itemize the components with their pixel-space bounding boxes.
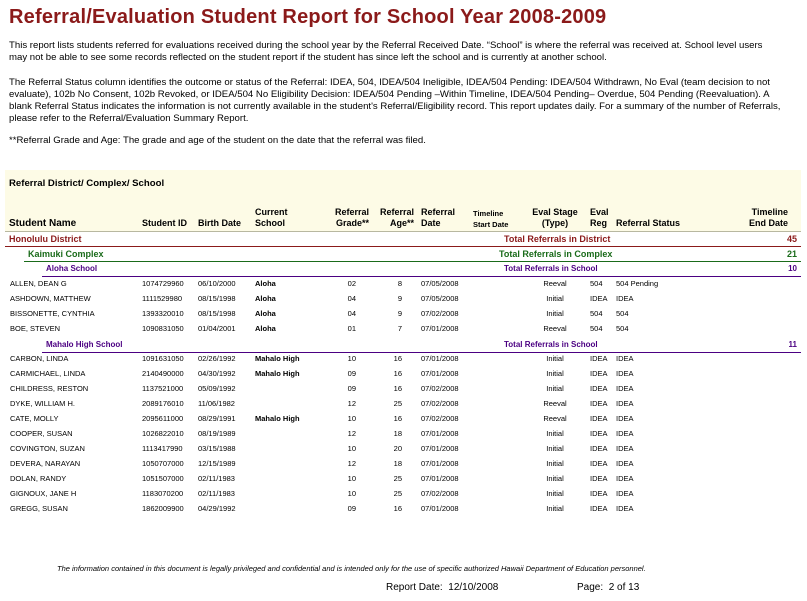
col-eval-stage: Eval Stage (Type) <box>532 207 578 228</box>
referral-age: 9 <box>397 309 402 318</box>
referral-status: IDEA <box>616 444 634 453</box>
referral-status: IDEA <box>616 384 634 393</box>
referral-age: 25 <box>393 399 402 408</box>
referral-age: 16 <box>393 504 402 513</box>
referral-grade: 04 <box>347 294 356 303</box>
referral-date: 07/02/2008 <box>421 489 459 498</box>
status-paragraph: The Referral Status column identifies the outcome or status of the Referral: IDEA, 504, IDEA/504 Ineligible, IDEA/504 Pending: IDEA/504 Withdrawn, No Eval (team decision to not evaluate), 102b No Consent, 102b Revoked, or IDEA/504 No Eligibility Decision: IDEA/504 Pending –Within Timeline, IDEA/504 Pending– Overdue, 504 Pending (Reevaluation). A blank Referral Status indicates the information is not currently available in the student's Referral/Eligibility record. This report updates daily. For a summary of the number of Referrals, please refer to the Referral/Evaluation Summary Report. <box>9 77 781 124</box>
district-name: Honolulu District <box>9 234 82 244</box>
referral-grade: 12 <box>347 459 356 468</box>
referral-age: 16 <box>393 384 402 393</box>
referral-date: 07/02/2008 <box>421 414 459 423</box>
eval-reg: IDEA <box>590 354 608 363</box>
student-id: 2089176010 <box>142 399 184 408</box>
referral-status: 504 <box>616 324 629 333</box>
col-referral-age: Referral Age** <box>379 207 414 228</box>
referral-status: IDEA <box>616 399 634 408</box>
eval-stage: Initial <box>546 459 564 468</box>
col-birth-date: Birth Date <box>198 218 242 228</box>
student-name: COVINGTON, SUZAN <box>10 444 85 453</box>
eval-reg: IDEA <box>590 459 608 468</box>
eval-reg: IDEA <box>590 384 608 393</box>
student-id: 1113417990 <box>142 444 183 453</box>
table-row <box>0 397 807 411</box>
referral-age: 18 <box>393 429 402 438</box>
referral-age: 25 <box>393 489 402 498</box>
student-name: CATE, MOLLY <box>10 414 59 423</box>
student-id: 1862009900 <box>142 504 184 513</box>
birth-date: 08/15/1998 <box>198 309 236 318</box>
eval-reg: IDEA <box>590 504 608 513</box>
referral-age: 7 <box>397 324 402 333</box>
student-name: ASHDOWN, MATTHEW <box>10 294 91 303</box>
student-name: ALLEN, DEAN G <box>10 279 67 288</box>
referral-status: IDEA <box>616 369 634 378</box>
student-id: 2095611000 <box>142 414 184 423</box>
referral-status: IDEA <box>616 294 634 303</box>
birth-date: 08/15/1998 <box>198 294 236 303</box>
eval-stage: Initial <box>546 504 564 513</box>
school-name: Mahalo High School <box>46 340 123 349</box>
birth-date: 08/29/1991 <box>198 414 236 423</box>
student-id: 1183070200 <box>142 489 184 498</box>
referral-date: 07/02/2008 <box>421 309 459 318</box>
birth-date: 08/19/1989 <box>198 429 236 438</box>
referral-status: IDEA <box>616 504 634 513</box>
eval-stage: Initial <box>546 309 564 318</box>
referral-age: 16 <box>393 369 402 378</box>
referral-grade: 10 <box>347 444 356 453</box>
eval-stage: Initial <box>546 354 564 363</box>
report-date <box>386 582 498 593</box>
district-total-label: Total Referrals in District <box>504 234 611 244</box>
current-school: Aloha <box>255 309 276 318</box>
complex-total: 21 <box>786 249 797 259</box>
col-referral-date: Referral Date <box>421 207 456 228</box>
eval-stage: Initial <box>546 489 564 498</box>
eval-reg: 504 <box>590 324 603 333</box>
birth-date: 02/26/1992 <box>198 354 236 363</box>
eval-stage: Initial <box>546 474 564 483</box>
referral-grade: 09 <box>347 384 356 393</box>
referral-grade: 10 <box>347 354 356 363</box>
table-row <box>0 367 807 381</box>
birth-date: 06/10/2000 <box>198 279 236 288</box>
col-timeline-end: Timeline End Date <box>748 207 788 228</box>
col-timeline-start: Timeline Start Date <box>473 209 509 229</box>
birth-date: 04/30/1992 <box>198 369 236 378</box>
eval-stage: Reeval <box>543 399 567 408</box>
student-name: DYKE, WILLIAM H. <box>10 399 76 408</box>
eval-reg: IDEA <box>590 414 608 423</box>
table-row <box>0 442 807 456</box>
student-id: 1074729960 <box>142 279 184 288</box>
referral-date: 07/01/2008 <box>421 369 459 378</box>
student-name: COOPER, SUSAN <box>10 429 73 438</box>
referral-status: IDEA <box>616 459 634 468</box>
referral-grade: 10 <box>347 474 356 483</box>
eval-stage: Reeval <box>543 279 567 288</box>
eval-reg: IDEA <box>590 444 608 453</box>
referral-date: 07/01/2008 <box>421 444 459 453</box>
district-row <box>0 232 807 246</box>
student-id: 1026822010 <box>142 429 184 438</box>
complex-row <box>0 247 807 261</box>
page-value: 2 of 13 <box>608 582 640 593</box>
student-id: 1111529980 <box>142 294 183 303</box>
referral-status: IDEA <box>616 474 634 483</box>
report-date-label: Report Date: <box>386 582 443 593</box>
eval-reg: IDEA <box>590 399 608 408</box>
table-row <box>0 427 807 441</box>
school-total: 10 <box>788 264 797 273</box>
table-row <box>0 277 807 291</box>
current-school: Mahalo High <box>255 414 300 423</box>
eval-reg: IDEA <box>590 429 608 438</box>
student-name: CARMICHAEL, LINDA <box>10 369 86 378</box>
eval-reg: 504 <box>590 309 603 318</box>
referral-status: 504 Pending <box>616 279 659 288</box>
table-row <box>0 322 807 336</box>
referral-grade: 10 <box>347 489 356 498</box>
band-title: Referral District/ Complex/ School <box>9 178 165 189</box>
col-student-name: Student Name <box>9 218 77 229</box>
table-row <box>0 502 807 516</box>
student-name: BISSONETTE, CYNTHIA <box>10 309 95 318</box>
eval-stage: Reeval <box>543 324 567 333</box>
birth-date: 11/06/1982 <box>198 399 235 408</box>
birth-date: 01/04/2001 <box>198 324 236 333</box>
table-row <box>0 412 807 426</box>
eval-reg: IDEA <box>590 369 608 378</box>
table-row <box>0 292 807 306</box>
birth-date: 02/11/1983 <box>198 489 235 498</box>
col-current-school: Current School <box>255 207 288 228</box>
birth-date: 03/15/1988 <box>198 444 236 453</box>
current-school: Mahalo High <box>255 354 300 363</box>
table-row <box>0 487 807 501</box>
birth-date: 02/11/1983 <box>198 474 235 483</box>
referral-date: 07/05/2008 <box>421 279 459 288</box>
school-total-label: Total Referrals in School <box>504 340 598 349</box>
report-title: Referral/Evaluation Student Report for School Year 2008-2009 <box>9 6 607 28</box>
current-school: Aloha <box>255 294 276 303</box>
referral-grade: 10 <box>347 414 356 423</box>
table-row <box>0 457 807 471</box>
referral-grade: 09 <box>347 504 356 513</box>
referral-status: IDEA <box>616 489 634 498</box>
referral-status: IDEA <box>616 354 634 363</box>
referral-date: 07/02/2008 <box>421 399 459 408</box>
report-date-value: 12/10/2008 <box>448 582 499 593</box>
grade-age-note: **Referral Grade and Age: The grade and age of the student on the date that the referral was filed. <box>9 135 426 146</box>
col-referral-grade: Referral Grade** <box>334 207 369 228</box>
col-referral-status: Referral Status <box>616 218 681 228</box>
referral-date: 07/05/2008 <box>421 294 459 303</box>
referral-grade: 12 <box>347 399 356 408</box>
current-school: Aloha <box>255 279 276 288</box>
district-total: 45 <box>786 234 797 244</box>
student-id: 1051507000 <box>142 474 184 483</box>
student-name: GREGG, SUSAN <box>10 504 68 513</box>
student-id: 2140490000 <box>142 369 184 378</box>
student-name: GIGNOUX, JANE H <box>10 489 77 498</box>
referral-date: 07/01/2008 <box>421 429 459 438</box>
referral-age: 8 <box>397 279 402 288</box>
school-row-aloha <box>0 262 807 276</box>
page-label: Page: <box>577 582 604 593</box>
eval-stage: Initial <box>546 429 564 438</box>
referral-grade: 12 <box>347 429 356 438</box>
student-id: 1050707000 <box>142 459 184 468</box>
student-name: CHILDRESS, RESTON <box>10 384 89 393</box>
referral-date: 07/01/2008 <box>421 504 459 513</box>
referral-grade: 04 <box>347 309 356 318</box>
student-id: 1090831050 <box>142 324 184 333</box>
student-id: 1137521000 <box>142 384 184 393</box>
referral-status: 504 <box>616 309 629 318</box>
school-name: Aloha School <box>46 264 98 273</box>
referral-date: 07/01/2008 <box>421 354 459 363</box>
referral-age: 18 <box>393 459 402 468</box>
student-name: CARBON, LINDA <box>10 354 69 363</box>
current-school: Aloha <box>255 324 276 333</box>
referral-date: 07/02/2008 <box>421 384 459 393</box>
referral-age: 25 <box>393 474 402 483</box>
referral-age: 20 <box>393 444 402 453</box>
school-row-mahalo <box>0 338 807 352</box>
table-row <box>0 382 807 396</box>
table-row <box>0 307 807 321</box>
birth-date: 12/15/1989 <box>198 459 236 468</box>
student-id: 1393320010 <box>142 309 184 318</box>
eval-stage: Initial <box>546 444 564 453</box>
table-row <box>0 472 807 486</box>
table-row <box>0 352 807 366</box>
eval-stage: Reeval <box>543 414 567 423</box>
school-total: 11 <box>788 340 797 349</box>
eval-reg: 504 <box>590 279 603 288</box>
student-id: 1091631050 <box>142 354 184 363</box>
birth-date: 04/29/1992 <box>198 504 236 513</box>
current-school: Mahalo High <box>255 369 300 378</box>
referral-date: 07/01/2008 <box>421 459 459 468</box>
student-name: BOE, STEVEN <box>10 324 61 333</box>
referral-age: 16 <box>393 414 402 423</box>
eval-stage: Initial <box>546 369 564 378</box>
referral-grade: 01 <box>347 324 356 333</box>
birth-date: 05/09/1992 <box>198 384 236 393</box>
disclaimer: The information contained in this document is legally privileged and confidential and is intended only for the use of specific authorized Hawaii Department of Education personnel. <box>57 564 646 573</box>
eval-reg: IDEA <box>590 489 608 498</box>
col-eval-reg: Eval Reg <box>590 207 609 228</box>
col-student-id: Student ID <box>142 218 187 228</box>
referral-date: 07/01/2008 <box>421 324 459 333</box>
eval-reg: IDEA <box>590 474 608 483</box>
complex-total-label: Total Referrals in Complex <box>499 249 613 259</box>
referral-age: 9 <box>397 294 402 303</box>
page-number <box>577 582 639 593</box>
eval-stage: Initial <box>546 384 564 393</box>
intro-paragraph: This report lists students referred for evaluations received during the school year by the Referral Received Date. “School” is where the referral was received at. School level users may not be able to see some records reflected on the student report if the student has since left the school and is currently at another school. <box>9 40 763 63</box>
student-name: DEVERA, NARAYAN <box>10 459 81 468</box>
eval-reg: IDEA <box>590 294 608 303</box>
complex-name: Kaimuki Complex <box>28 249 104 259</box>
referral-age: 16 <box>393 354 402 363</box>
referral-status: IDEA <box>616 414 634 423</box>
referral-grade: 02 <box>347 279 356 288</box>
referral-date: 07/01/2008 <box>421 474 459 483</box>
referral-grade: 09 <box>347 369 356 378</box>
school-total-label: Total Referrals in School <box>504 264 598 273</box>
referral-status: IDEA <box>616 429 634 438</box>
eval-stage: Initial <box>546 294 564 303</box>
student-name: DOLAN, RANDY <box>10 474 67 483</box>
